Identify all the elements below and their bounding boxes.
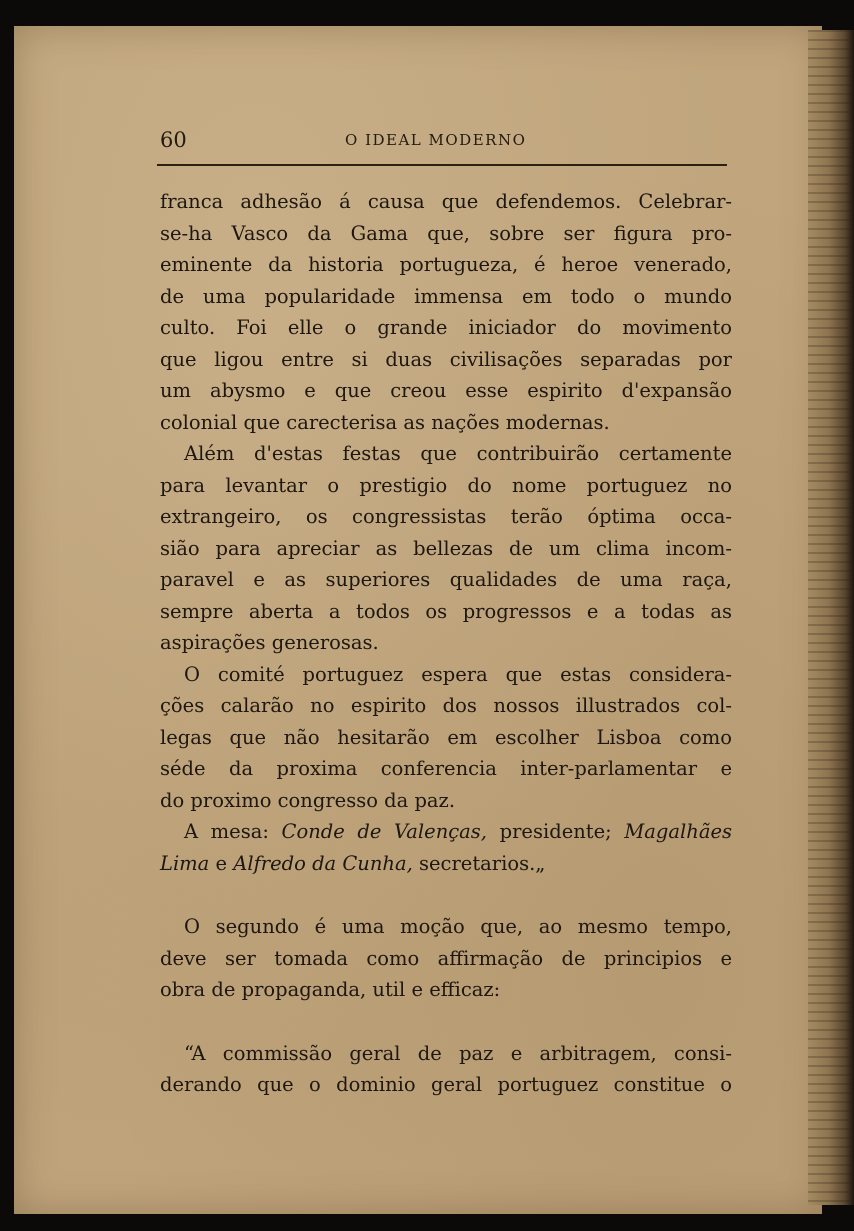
- text-line: se-ha Vasco da Gama que, sobre ser figura pro-: [160, 221, 732, 245]
- paragraph-gap: [160, 1006, 732, 1038]
- text-line: extrangeiro, os congressistas terão óptima occa-: [160, 505, 732, 528]
- mesa-prefix: A mesa:: [184, 820, 282, 843]
- mesa-president-name: Conde de Valenças,: [281, 820, 488, 843]
- text-line: culto. Foi elle o grande iniciador do movimento: [160, 316, 732, 339]
- text-line: de uma popularidade immensa em todo o mundo: [160, 284, 732, 308]
- text-line: um abysmo e que creou esse espirito d'expansão: [160, 379, 732, 402]
- text-line: séde da proxima conferencia inter-parlamentar e: [160, 757, 732, 780]
- text-line: sempre aberta a todos os progressos e a todas as: [160, 599, 732, 623]
- text-line: Além d'estas festas que contribuirão certamente: [184, 442, 732, 465]
- text-line: franca adhesão á causa que defendemos. Celebrar-: [160, 190, 732, 213]
- text-line: para levantar o prestigio do nome portuguez no: [160, 473, 732, 497]
- text-line: colonial que carecterisa as nações modernas.: [160, 410, 610, 434]
- text-line: deve ser tomada como affirmação de principios e: [160, 946, 732, 970]
- mesa-line: [160, 816, 732, 848]
- page-number: 60: [160, 128, 187, 152]
- text-line: aspirações generosas.: [160, 631, 379, 654]
- text-line: do proximo congresso da paz.: [160, 788, 456, 812]
- mesa-secretary-name: Magalhães: [624, 820, 733, 843]
- paragraph-gap: [160, 879, 732, 911]
- text-line: O segundo é uma moção que, ao mesmo tempo,: [184, 915, 732, 938]
- text-line: sião para apreciar as bellezas de um clima incom-: [160, 536, 732, 560]
- page-header: [160, 128, 730, 154]
- text-line: derando que o dominio geral portuguez constitue o: [160, 1073, 732, 1096]
- mesa-president-role: presidente;: [487, 820, 625, 843]
- body-text: [160, 186, 732, 1101]
- mesa-secretary2-name: Alfredo da Cunha,: [233, 851, 413, 875]
- text-line: obra de propaganda, util e efficaz:: [160, 978, 501, 1001]
- mesa-secretary-name-cont: Lima: [160, 851, 210, 875]
- text-line: ções calarão no espirito dos nossos illustrados col-: [160, 694, 732, 717]
- mesa-conjunction: e: [209, 851, 234, 875]
- text-line: eminente da historia portugueza, é heroe venerado,: [160, 253, 732, 276]
- text-line: O comité portuguez espera que estas considera-: [184, 662, 732, 686]
- mesa-secretaries-role: secretarios.„: [412, 851, 546, 875]
- mesa-line: [160, 848, 732, 880]
- running-head: O IDEAL MODERNO: [345, 131, 527, 149]
- text-line: “A commissão geral de paz e arbitragem, consi-: [184, 1041, 732, 1065]
- text-line: paravel e as superiores qualidades de uma raça,: [160, 568, 732, 591]
- text-line: que ligou entre si duas civilisações separadas por: [160, 347, 732, 371]
- header-rule: [157, 164, 727, 166]
- text-line: legas que não hesitarão em escolher Lisboa como: [160, 725, 732, 749]
- page-edge-texture: [808, 30, 854, 1205]
